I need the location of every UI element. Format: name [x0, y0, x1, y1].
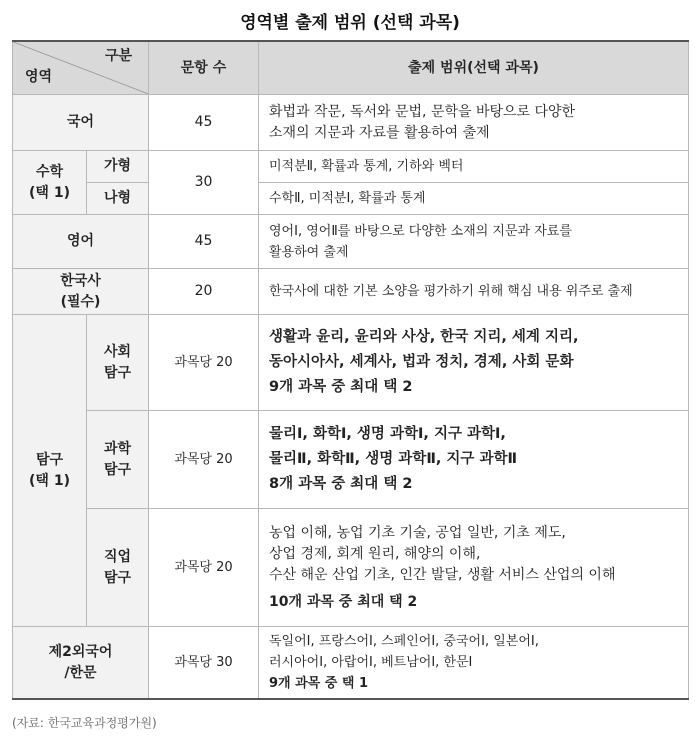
count-inquiry-vocational: 과목당 20: [149, 509, 259, 627]
range-korean-line-1: 화법과 작문, 독서와 문법, 문학을 바탕으로 다양한: [269, 103, 576, 120]
area-inquiry: [13, 315, 87, 627]
area-history: [13, 269, 149, 315]
sub-inquiry-vocational: [87, 509, 149, 627]
range-foreign-line-2: 러시아어Ⅰ, 아랍어Ⅰ, 베트남어Ⅰ, 한문Ⅰ: [269, 655, 473, 670]
range-vocational-line-3: 수산 해운 산업 기초, 인간 발달, 생활 서비스 산업의 이해: [269, 566, 616, 583]
area-foreign-line-2: /한문: [64, 664, 97, 681]
range-math-ga: 미적분Ⅱ, 확률과 통계, 기하와 벡터: [259, 151, 689, 183]
range-vocational-line-4: 10개 과목 중 최대 택 2: [269, 593, 418, 610]
range-korean: [259, 95, 689, 151]
sub-social-line-1: 사회: [103, 343, 132, 360]
sub-vocational-line-1: 직업: [103, 548, 132, 565]
range-science-line-2: 물리Ⅱ, 화학Ⅱ, 생명 과학Ⅱ, 지구 과학Ⅱ: [269, 451, 518, 467]
count-inquiry-social: 과목당 20: [149, 315, 259, 411]
range-social-line-1: 생활과 윤리, 윤리와 사상, 한국 지리, 세계 지리,: [269, 329, 579, 345]
header-group-label: 구분: [104, 48, 132, 64]
sub-science-line-2: 탐구: [103, 461, 132, 478]
header-range: 출제 범위(선택 과목): [259, 41, 689, 95]
range-math-na: 수학Ⅱ, 미적분Ⅰ, 확률과 통계: [259, 183, 689, 215]
sub-inquiry-science: [87, 411, 149, 509]
count-inquiry-science: 과목당 20: [149, 411, 259, 509]
range-inquiry-vocational: [259, 509, 689, 627]
sub-social-line-2: 탐구: [103, 364, 132, 381]
area-history-line-1: 한국사: [60, 272, 101, 289]
area-inquiry-line-2: (택 1): [29, 472, 70, 489]
range-inquiry-social: [259, 315, 689, 411]
table-row-korean: [13, 95, 689, 151]
header-area-label: 영역: [25, 69, 53, 85]
header-count: 문항 수: [149, 41, 259, 95]
header-diagonal-cell: [13, 41, 149, 95]
area-inquiry-line-1: 탐구: [35, 451, 64, 468]
range-foreign-line-3: 9개 과목 중 택 1: [269, 676, 368, 691]
range-history: 한국사에 대한 기본 소양을 평가하기 위해 핵심 내용 위주로 출제: [259, 269, 689, 315]
sub-math-ga: 가형: [87, 151, 149, 183]
range-english-line-2: 활용하여 출제: [269, 244, 349, 260]
sub-inquiry-social: [87, 315, 149, 411]
exam-scope-table: [12, 40, 689, 700]
count-english: 45: [149, 215, 259, 269]
count-history: 20: [149, 269, 259, 315]
range-inquiry-science: [259, 411, 689, 509]
area-foreign: [13, 627, 149, 700]
range-social-line-3: 9개 과목 중 최대 택 2: [269, 379, 413, 395]
table-row-math-na: [13, 183, 689, 215]
range-vocational-line-2: 상업 경제, 회계 원리, 해양의 이해,: [269, 545, 481, 562]
range-science-line-3: 8개 과목 중 최대 택 2: [269, 476, 413, 492]
area-history-line-2: (필수): [60, 293, 101, 310]
area-korean: 국어: [13, 95, 149, 151]
count-korean: 45: [149, 95, 259, 151]
table-title: 영역별 출제 범위 (선택 과목): [240, 13, 460, 33]
range-science-line-1: 물리Ⅰ, 화학Ⅰ, 생명 과학Ⅰ, 지구 과학Ⅰ,: [269, 426, 506, 442]
range-korean-line-2: 소재의 지문과 자료를 활용하여 출제: [269, 124, 490, 141]
range-english: [259, 215, 689, 269]
sub-math-na: 나형: [87, 183, 149, 215]
area-math: [13, 151, 87, 215]
range-foreign: [259, 627, 689, 700]
range-foreign-line-1: 독일어Ⅰ, 프랑스어Ⅰ, 스페인어Ⅰ, 중국어Ⅰ, 일본어Ⅰ,: [269, 634, 539, 649]
table-row-math-ga: [13, 151, 689, 183]
area-english: 영어: [13, 215, 149, 269]
count-math: 30: [149, 151, 259, 215]
range-social-line-2: 동아시아사, 세계사, 법과 정치, 경제, 사회 문화: [269, 354, 574, 370]
count-foreign: 과목당 30: [149, 627, 259, 700]
sub-science-line-1: 과학: [103, 440, 132, 457]
header-row: [13, 41, 689, 95]
area-math-line-1: 수학: [35, 163, 64, 180]
range-vocational-line-1: 농업 이해, 농업 기초 기술, 공업 일반, 기초 제도,: [269, 524, 566, 541]
source-note: (자료: 한국교육과정평가원): [12, 716, 157, 730]
range-english-line-1: 영어Ⅰ, 영어Ⅱ를 바탕으로 다양한 소재의 지문과 자료를: [269, 223, 572, 239]
table-row-english: [13, 215, 689, 269]
sub-vocational-line-2: 탐구: [103, 569, 132, 586]
table-row-inquiry-social: [13, 315, 689, 411]
area-foreign-line-1: 제2외국어: [48, 643, 113, 660]
table-row-foreign: [13, 627, 689, 700]
table-row-inquiry-science: [13, 411, 689, 509]
table-row-history: [13, 269, 689, 315]
table-row-inquiry-vocational: [13, 509, 689, 627]
area-math-line-2: (택 1): [29, 184, 70, 201]
